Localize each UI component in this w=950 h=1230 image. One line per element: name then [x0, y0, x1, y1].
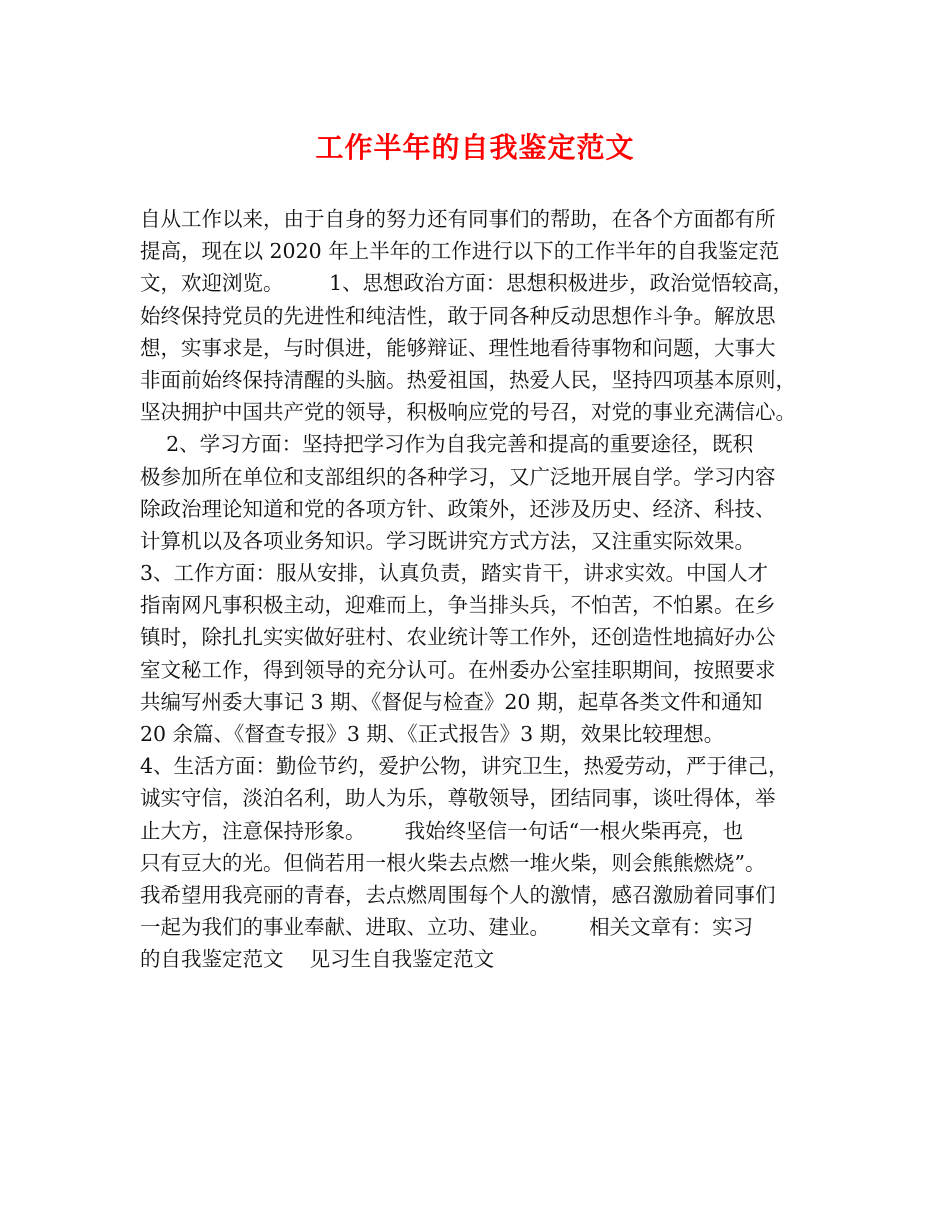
body-line: 4、生活方面：勤俭节约，爱护公物，讲究卫生，热爱劳动，严于律己，: [140, 754, 789, 779]
body-line: 坚决拥护中国共产党的领导，积极响应党的号召，对党的事业充满信心。: [140, 400, 796, 425]
body-line: 2、学习方面：坚持把学习作为自我完善和提高的重要途径，既积: [140, 432, 754, 457]
body-line: 极参加所在单位和支部组织的各种学习，又广泛地开展自学。学习内容: [140, 464, 776, 489]
body-line: 除政治理论知道和党的各项方针、政策外，还涉及历史、经济、科技、: [140, 496, 776, 521]
body-line: 一起为我们的事业奉献、进取、立功、建业。 相关文章有：实习: [140, 915, 754, 940]
body-line: 我希望用我亮丽的青春，去点燃周围每个人的激情，感召激励着同事们: [140, 882, 776, 907]
body-line: 指南网凡事积极主动，迎难而上，争当排头兵，不怕苦，不怕累。在乡: [140, 593, 776, 618]
body-line: 镇时，除扎扎实实做好驻村、农业统计等工作外，还创造性地搞好办公: [140, 625, 776, 650]
body-line: 3、工作方面：服从安排，认真负责，踏实肯干，讲求实效。中国人才: [140, 561, 769, 586]
body-line: 共编写州委大事记 3 期、《督促与检查》20 期，起草各类文件和通知: [140, 689, 763, 714]
body-line: 始终保持党员的先进性和纯洁性，敢于同各种反动思想作斗争。解放思: [140, 303, 776, 328]
body-line: 只有豆大的光。但倘若用一根火柴去点燃一堆火柴，则会熊熊燃烧”。: [140, 850, 766, 875]
body-line: 自从工作以来，由于自身的努力还有同事们的帮助，在各个方面都有所: [140, 207, 776, 231]
body-line: 非面前始终保持清醒的头脑。热爱祖国，热爱人民，坚持四项基本原则，: [140, 367, 796, 392]
document-body: [140, 203, 830, 976]
body-line: 止大方，注意保持形象。 我始终坚信一句话“一根火柴再亮，也: [140, 818, 744, 843]
document-title: 工作半年的自我鉴定范文: [315, 131, 635, 164]
body-line: 想，实事求是，与时俱进，能够辩证、理性地看待事物和问题，大事大: [140, 335, 776, 360]
body-line: 提高，现在以 2020 年上半年的工作进行以下的工作半年的自我鉴定范: [140, 239, 780, 264]
body-line: 计算机以及各项业务知识。学习既讲究方式方法，又注重实际效果。: [140, 528, 755, 553]
body-line: 20 余篇、《督查专报》3 期、《正式报告》3 期，效果比较理想。: [140, 722, 725, 746]
body-line: 的自我鉴定范文 见习生自我鉴定范文: [140, 947, 495, 972]
body-line: 室文秘工作，得到领导的充分认可。在州委办公室挂职期间，按照要求: [140, 657, 776, 682]
body-line: 诚实守信，淡泊名利，助人为乐，尊敬领导，团结同事，谈吐得体，举: [140, 786, 776, 811]
body-line: 文，欢迎浏览。 1、思想政治方面：思想积极进步，政治觉悟较高，: [140, 271, 794, 296]
